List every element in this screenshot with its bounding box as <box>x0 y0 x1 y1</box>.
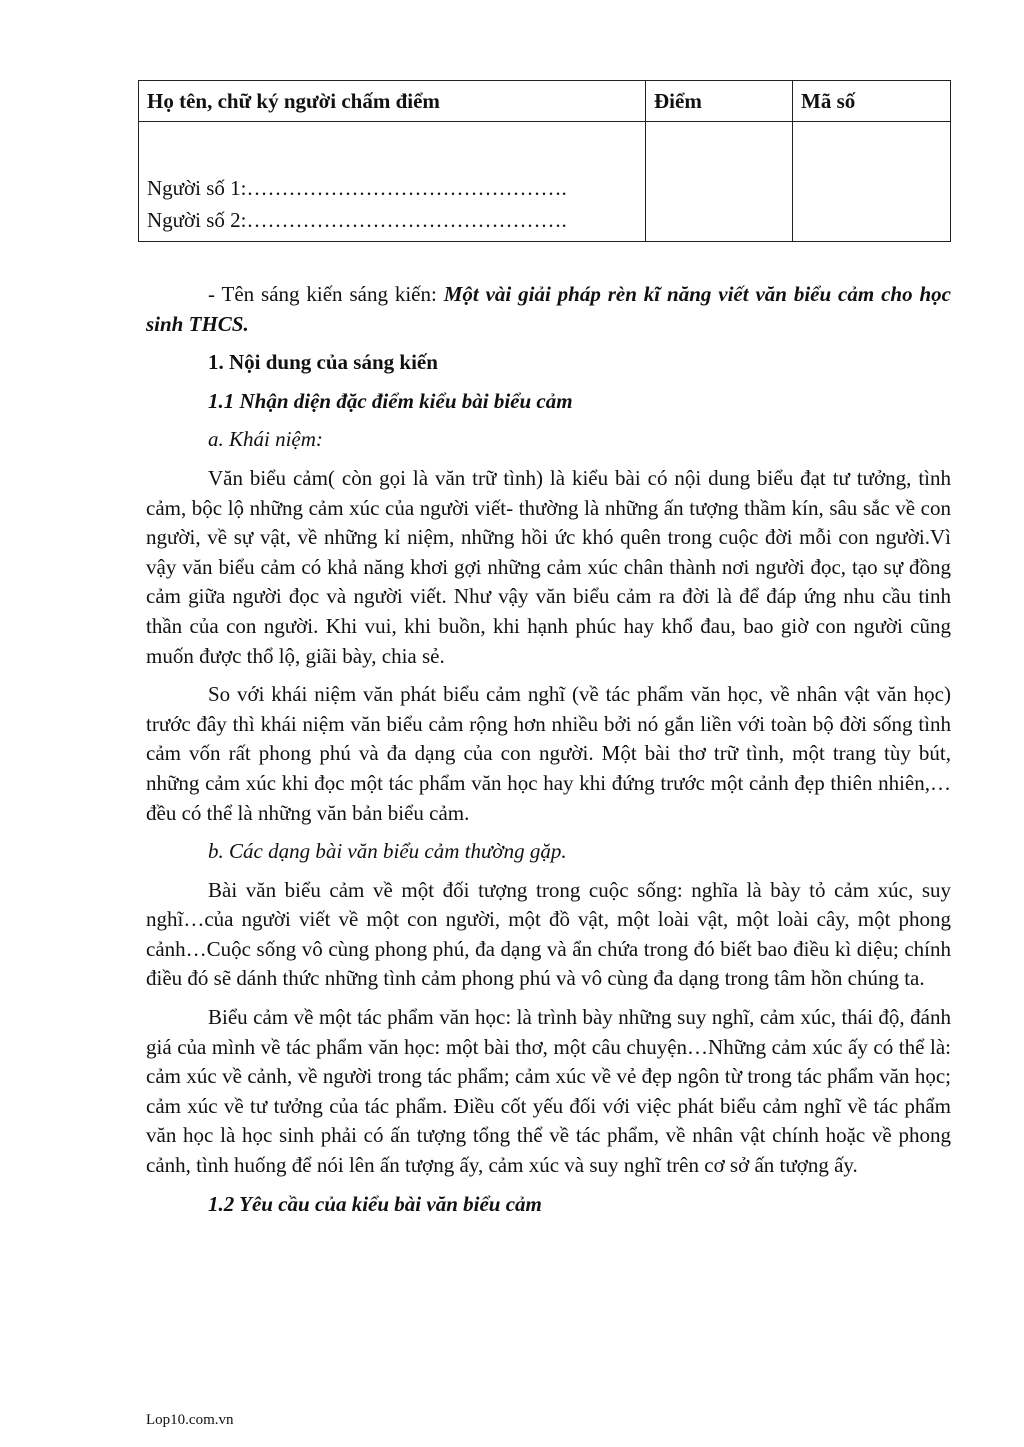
initiative-title: Một vài giải pháp rèn kĩ năng viết văn biểu cảm cho học sinh THCS. <box>146 282 951 336</box>
code-cell <box>793 122 951 242</box>
section-1-heading: 1. Nội dung của sáng kiến <box>208 350 438 375</box>
header-code: Mã số <box>793 81 951 122</box>
grader-1-line: Người số 1:………………………………………. <box>147 176 567 200</box>
section-1-1-heading: 1.1 Nhận diện đặc điểm kiểu bài biểu cảm <box>208 388 573 413</box>
subsection-b-paragraph-1: Bài văn biểu cảm về một đối tượng trong cuộc sống: nghĩa là bày tỏ cảm xúc, suy nghĩ…của người viết về một con người, một đồ vật, một loài vật, một loài cây, một phong cảnh…Cuộc sống vô cùng phong phú, đa dạng và ẩn chứa trong đó biết bao điều kì diệu; chính điều đó sẽ dánh thức những tình cảm phong phú và vô cùng đa dạng trong tâm hồn chúng ta. <box>146 877 951 991</box>
grader-2-line: Người số 2:………………………………………. <box>147 208 567 232</box>
footer-site: Lop10.com.vn <box>146 1412 234 1428</box>
grading-table-header-row <box>139 81 951 122</box>
subsection-a-paragraph-2: So với khái niệm văn phát biểu cảm nghĩ (về tác phẩm văn học, về nhân vật văn học) trước đây thì khái niệm văn biểu cảm rộng hơn nhiều bởi nó gắn liền với toàn bộ đời sống tình cảm vốn rất phong phú và đa dạng của con người. Một bài thơ trữ tình, một trang tùy bút, những cảm xúc khi đọc một tác phẩm văn học hay khi đứng trước một cảnh đẹp thiên nhiên,…đều có thể là những văn bản biểu cảm. <box>146 682 951 825</box>
initiative-label: - Tên sáng kiến sáng kiến: <box>208 282 444 306</box>
subsection-b-heading: b. Các dạng bài văn biểu cảm thường gặp. <box>208 839 567 864</box>
header-name-signature: Họ tên, chữ ký người chấm điểm <box>139 81 646 122</box>
header-score: Điểm <box>646 81 793 122</box>
section-1-2-heading: 1.2 Yêu cầu của kiểu bài văn biểu cảm <box>208 1191 542 1216</box>
subsection-a-paragraph-1: Văn biểu cảm( còn gọi là văn trữ tình) là kiểu bài có nội dung biểu đạt tư tưởng, tình cảm, bộc lộ những cảm xúc của người viết- thường là những ấn tượng thầm kín, sâu sắc về con người, về sự vật, về những kỉ niệm, những hồi ức khó quên trong cuộc đời mỗi con người.Vì vậy văn biểu cảm có khả năng khơi gợi những cảm xúc chân thành nơi người đọc, tạo sự đồng cảm giữa người đọc và người viết. Như vậy văn biểu cảm ra đời là để đáp ứng nhu cầu tinh thần của con người. Khi vui, khi buồn, khi hạnh phúc hay khổ đau, bao giờ con người cũng muốn được thổ lộ, giãi bày, chia sẻ. <box>146 465 951 668</box>
grading-table-body-row <box>139 122 951 242</box>
grading-table <box>138 80 951 242</box>
initiative-title-paragraph <box>146 280 951 339</box>
grader-lines <box>147 122 637 236</box>
score-cell <box>646 122 793 242</box>
grader-cell <box>139 122 646 242</box>
subsection-a-heading: a. Khái niệm: <box>208 427 323 452</box>
subsection-b-paragraph-2: Biểu cảm về một tác phẩm văn học: là trình bày những suy nghĩ, cảm xúc, thái độ, đánh giá của mình về tác phẩm văn học: một bài thơ, một câu chuyện…Những cảm xúc ấy có thể là: cảm xúc về cảnh, về người trong tác phẩm; cảm xúc về vẻ đẹp ngôn từ trong tác phẩm văn học; cảm xúc về tư tưởng của tác phẩm. Điều cốt yếu đối với việc phát biểu cảm nghĩ về tác phẩm văn học là học sinh phải có ấn tượng tổng thể về tác phẩm, về nhân vật chính hoặc về phong cảnh, tình huống để nói lên ấn tượng ấy, cảm xúc và suy nghĩ trên cơ sở ấn tượng ấy. <box>146 1005 951 1178</box>
document-body <box>146 280 951 1219</box>
